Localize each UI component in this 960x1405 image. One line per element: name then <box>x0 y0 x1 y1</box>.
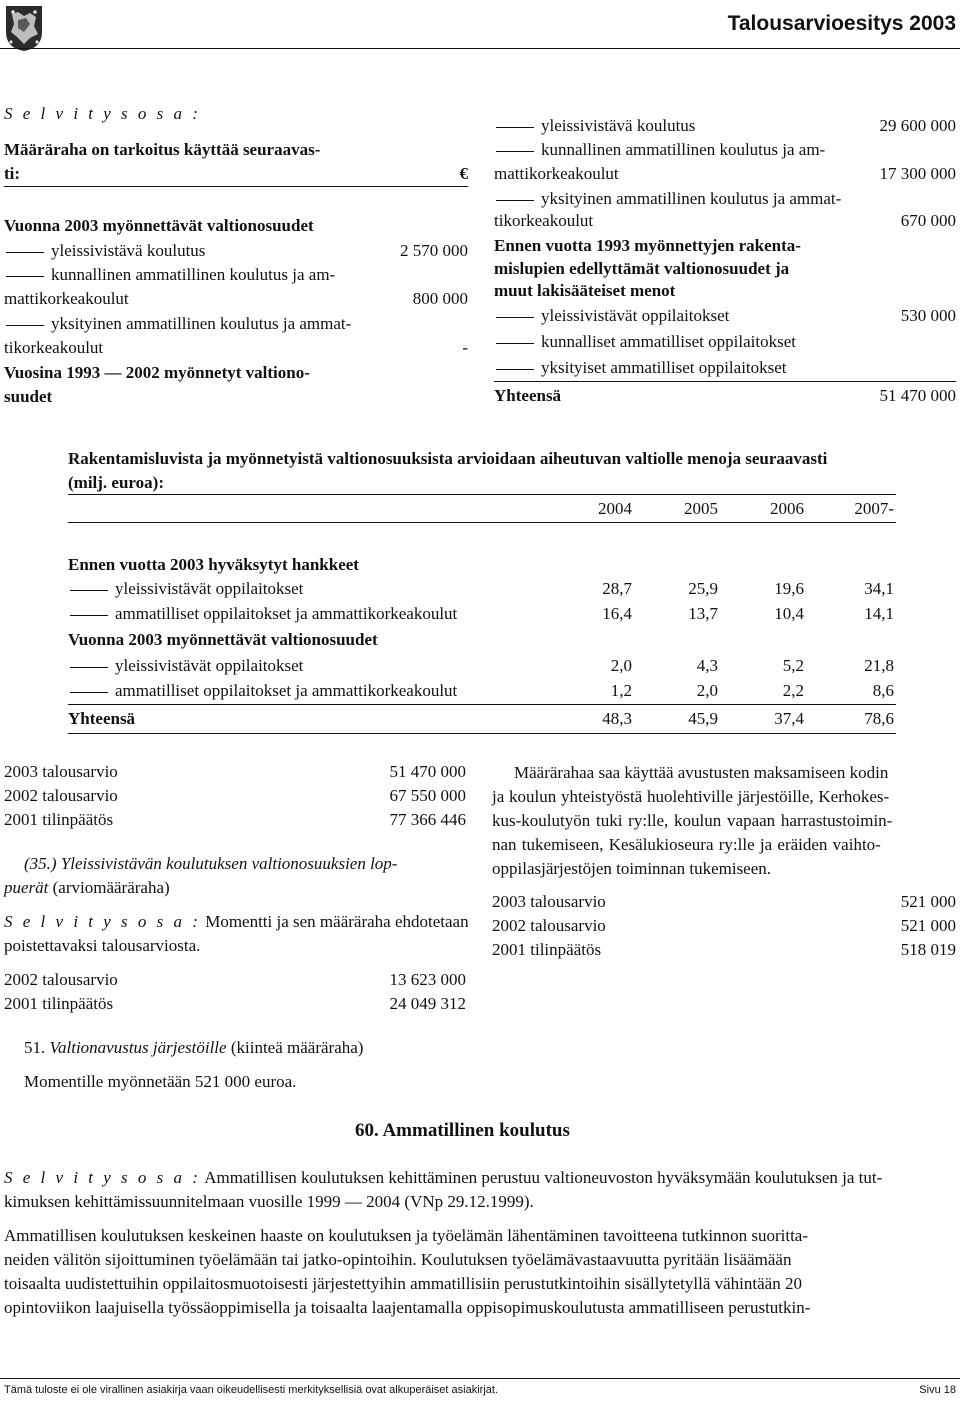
budget-row <box>4 786 466 806</box>
selvitysosa-label: S e l v i t y s o s a : <box>4 1168 201 1187</box>
dash-icon <box>70 590 108 591</box>
selvitysosa-label: S e l v i t y s o s a : <box>4 104 201 123</box>
row-label-part: yksityinen ammatillinen koulutus ja ammat- <box>51 314 352 333</box>
row-label <box>494 332 796 352</box>
row-label <box>494 358 787 378</box>
table-cell: 8,6 <box>872 681 894 700</box>
total-label: Yhteensä <box>494 386 562 405</box>
row-label: yleissivistävä koulutus <box>51 241 206 260</box>
row-label-text: ammatilliset oppilaitokset ja ammattikorkeakoulut <box>115 604 458 623</box>
row-value: 77 366 446 <box>389 810 466 829</box>
dash-icon <box>496 127 534 128</box>
table-cell: 2,2 <box>782 681 804 700</box>
section-60-paragraph-line: Ammatillisen koulutuksen keskeinen haaste on koulutuksen ja työelämän lähentäminen tavoitteena tutkinnon suoritta- <box>4 1226 809 1245</box>
dash-icon <box>70 615 108 616</box>
section-heading-2003: Vuonna 2003 myönnettävät valtionosuudet <box>4 216 314 235</box>
table-cell: 1,2 <box>610 681 632 700</box>
row-label-part: kunnallinen ammatillinen koulutus ja am- <box>51 265 336 284</box>
footer-divider <box>0 1378 960 1379</box>
table-row-label <box>68 656 303 676</box>
row-label-text: ammatilliset oppilaitokset ja ammattikorkeakoulut <box>115 681 458 700</box>
row-value: 67 550 000 <box>389 786 466 805</box>
table-cell: 5,2 <box>782 656 804 675</box>
row-label: 2001 tilinpäätös <box>4 994 114 1013</box>
budget-row <box>494 306 956 326</box>
header-divider <box>0 48 960 49</box>
divider <box>68 733 896 734</box>
paragraph-line: kus-koulutyön tuki ry:lle, koulun vapaan harrastustoimin- <box>492 811 893 830</box>
row-value: 51 470 000 <box>389 762 466 781</box>
row-value: 518 019 <box>900 940 956 959</box>
row-value: 2 570 000 <box>400 241 468 260</box>
row-value: 29 600 000 <box>879 116 956 135</box>
dash-icon <box>6 276 44 277</box>
table-cell: 21,8 <box>864 656 894 675</box>
row-label <box>4 314 351 334</box>
table-caption: Rakentamisluvista ja myönnetyistä valtionosuuksista arvioidaan aiheutuvan valtiolle menoja seuraavasti <box>68 449 828 468</box>
budget-row <box>494 116 956 136</box>
dash-icon <box>70 667 108 668</box>
item-35-title-italic: puerät <box>4 878 49 897</box>
row-label: 2001 tilinpäätös <box>492 940 602 959</box>
budget-row <box>4 762 466 782</box>
budget-row <box>4 810 466 830</box>
section-heading-1993: Vuosina 1993 — 2002 myönnetyt valtiono- <box>4 363 310 382</box>
page-header-title: Talousarvioesitys 2003 <box>727 12 956 35</box>
row-label-part: mattikorkeakoulut <box>494 164 619 183</box>
budget-row <box>4 338 468 358</box>
item-51-number: 51. <box>24 1038 46 1057</box>
table-total-cell: 45,9 <box>688 709 718 728</box>
row-label-part: kunnallinen ammatillinen koulutus ja am- <box>541 140 826 159</box>
divider <box>4 186 468 187</box>
row-label-part: mattikorkeakoulut <box>4 289 129 308</box>
footer <box>4 1384 956 1397</box>
section-60-paragraph-line: neiden välitön sijoittuminen työelämään tai jatko-opintoihin. Koulutuksen työelämävastaavuutta pyritään lisäämään <box>4 1250 792 1269</box>
row-label: yleissivistävä koulutus <box>541 116 696 135</box>
item-35-title: (35.) Yleissivistävän koulutuksen valtionosuuksien lop- <box>24 854 398 873</box>
table-cell: 10,4 <box>774 604 804 623</box>
row-value: 521 000 <box>900 892 956 911</box>
row-label: 2001 tilinpäätös <box>4 810 114 829</box>
row-value: 670 000 <box>900 211 956 230</box>
table-row-label <box>68 579 303 599</box>
section-60-text-line: kimuksen kehittämissuunnitelmaan vuosille 1999 — 2004 (VNp 29.12.1999). <box>4 1192 534 1211</box>
dash-icon <box>70 692 108 693</box>
paragraph-line: nan tukemiseen, Kesälukioseura ry:lle ja eräiden vaihto- <box>492 835 881 854</box>
table-cell: 2,0 <box>610 656 632 675</box>
budget-row <box>492 916 956 936</box>
table-cell: 16,4 <box>602 604 632 623</box>
dash-icon <box>6 325 44 326</box>
table-cell: 34,1 <box>864 579 894 598</box>
row-value: 17 300 000 <box>879 164 956 183</box>
divider <box>68 494 896 495</box>
row-label <box>4 265 335 285</box>
page-number: Sivu 18 <box>919 1384 956 1396</box>
divider <box>68 704 896 705</box>
item-35-text-part: Momentti ja sen määräraha ehdotetaan <box>205 912 469 931</box>
table-total-cell: 37,4 <box>774 709 804 728</box>
section-heading-line: mislupien edellyttämät valtionosuudet ja <box>494 259 790 278</box>
year-header: 2007- <box>854 499 894 518</box>
row-label: 2003 talousarvio <box>492 892 606 911</box>
table-cell: 4,3 <box>696 656 718 675</box>
dash-icon <box>496 200 534 201</box>
budget-row <box>4 994 466 1014</box>
row-value: 13 623 000 <box>389 970 466 989</box>
item-35-text-end: poistettavaksi talousarviosta. <box>4 936 201 955</box>
table-row-label <box>68 604 457 624</box>
dash-icon <box>496 369 534 370</box>
table-cell: 28,7 <box>602 579 632 598</box>
row-label-text: kunnalliset ammatilliset oppilaitokset <box>541 332 796 351</box>
row-label: 2002 talousarvio <box>4 970 118 989</box>
section-60-paragraph-line: opintoviikon laajuisella työssäoppimisella ja toisaalta laajentamalla oppisopimuskoulutusta ammatilliseen perustutkin- <box>4 1298 811 1317</box>
budget-row <box>492 892 956 912</box>
section-60-text-part: Ammatillisen koulutuksen kehittäminen perustuu valtioneuvoston hyväksymään koulutuksen ja tut- <box>204 1168 883 1187</box>
section-heading-1993-permits: Ennen vuotta 1993 myönnettyjen rakenta- <box>494 236 801 255</box>
row-value: 521 000 <box>900 916 956 935</box>
row-label-part: yksityinen ammatillinen koulutus ja ammat- <box>541 189 842 208</box>
row-label: 2003 talousarvio <box>4 762 118 781</box>
purpose-heading-end: ti: <box>4 164 21 183</box>
total-value: 51 470 000 <box>879 386 956 405</box>
table-section-heading: Vuonna 2003 myönnettävät valtionosuudet <box>68 630 378 649</box>
row-value: 800 000 <box>412 289 468 308</box>
row-label-text: yleissivistävät oppilaitokset <box>115 579 304 598</box>
coat-of-arms-icon <box>4 4 44 52</box>
paragraph-line: oppilasjärjestöjen toiminnan tukemiseen. <box>492 859 772 878</box>
divider <box>494 381 956 382</box>
section-60-title: 60. Ammatillinen koulutus <box>355 1120 570 1141</box>
purpose-heading-line2 <box>4 164 468 184</box>
budget-row <box>4 289 468 309</box>
dash-icon <box>6 252 44 253</box>
budget-row <box>494 211 956 231</box>
row-value: 24 049 312 <box>389 994 466 1013</box>
table-cell: 13,7 <box>688 604 718 623</box>
dash-icon <box>496 343 534 344</box>
dash-icon <box>496 151 534 152</box>
section-60-text <box>4 1168 882 1188</box>
item-51-type: (kiinteä määräraha) <box>230 1038 364 1057</box>
row-label: 2002 talousarvio <box>4 786 118 805</box>
item-35-title-end <box>4 878 170 898</box>
row-label <box>494 140 825 160</box>
year-header: 2006 <box>770 499 804 518</box>
table-cell: 14,1 <box>864 604 894 623</box>
section-60-paragraph-line: toisaalta uudistettuihin oppilaitosmuotoisesti järjestettyihin ammatillisiin perustutkintoihin sisällytetyllä vähintään 20 <box>4 1274 802 1293</box>
row-label-text: yksityiset ammatilliset oppilaitokset <box>541 358 787 377</box>
budget-row <box>494 164 956 184</box>
paragraph-line: Määrärahaa saa käyttää avustusten maksamiseen kodin <box>514 763 889 782</box>
purpose-heading: Määräraha on tarkoitus käyttää seuraavas- <box>4 140 321 159</box>
row-label: yleissivistävät oppilaitokset <box>541 306 730 325</box>
row-value: - <box>462 338 468 357</box>
row-label-part: tikorkeakoulut <box>494 211 594 230</box>
divider <box>68 522 896 523</box>
currency-label: € <box>459 164 468 183</box>
section-heading-line: muut lakisääteiset menot <box>494 281 676 300</box>
paragraph-line: ja koulun yhteistyöstä huolehtiville järjestöille, Kerhokes- <box>492 787 890 806</box>
footer-notice: Tämä tuloste ei ole virallinen asiakirja vaan oikeudellisesti merkityksellisiä ovat alkuperäiset asiakirjat. <box>4 1384 498 1396</box>
table-total-label: Yhteensä <box>68 709 136 728</box>
section-heading-1993-end: suudet <box>4 387 53 406</box>
total-row <box>494 386 956 406</box>
budget-row <box>4 970 466 990</box>
item-51-text: Momentille myönnetään 521 000 euroa. <box>24 1072 297 1091</box>
table-total-cell: 48,3 <box>602 709 632 728</box>
table-cell: 25,9 <box>688 579 718 598</box>
item-51-title-text: Valtionavustus järjestöille <box>49 1038 227 1057</box>
year-header: 2004 <box>598 499 632 518</box>
year-header: 2005 <box>684 499 718 518</box>
item-35-text <box>4 912 469 932</box>
table-row-label <box>68 681 457 701</box>
selvitysosa-label: S e l v i t y s o s a : <box>4 912 201 931</box>
budget-row <box>492 940 956 960</box>
budget-row <box>4 241 468 261</box>
row-label: 2002 talousarvio <box>492 916 606 935</box>
dash-icon <box>496 317 534 318</box>
table-total-cell: 78,6 <box>864 709 894 728</box>
row-value: 530 000 <box>900 306 956 325</box>
row-label <box>494 189 841 209</box>
item-35-type: (arviomääräraha) <box>52 878 170 897</box>
row-label-text: yleissivistävät oppilaitokset <box>115 656 304 675</box>
table-cell: 19,6 <box>774 579 804 598</box>
row-label-part: tikorkeakoulut <box>4 338 104 357</box>
table-section-heading: Ennen vuotta 2003 hyväksytyt hankkeet <box>68 555 359 574</box>
table-cell: 2,0 <box>696 681 718 700</box>
item-51-title <box>24 1038 363 1058</box>
table-caption-end: (milj. euroa): <box>68 473 164 492</box>
